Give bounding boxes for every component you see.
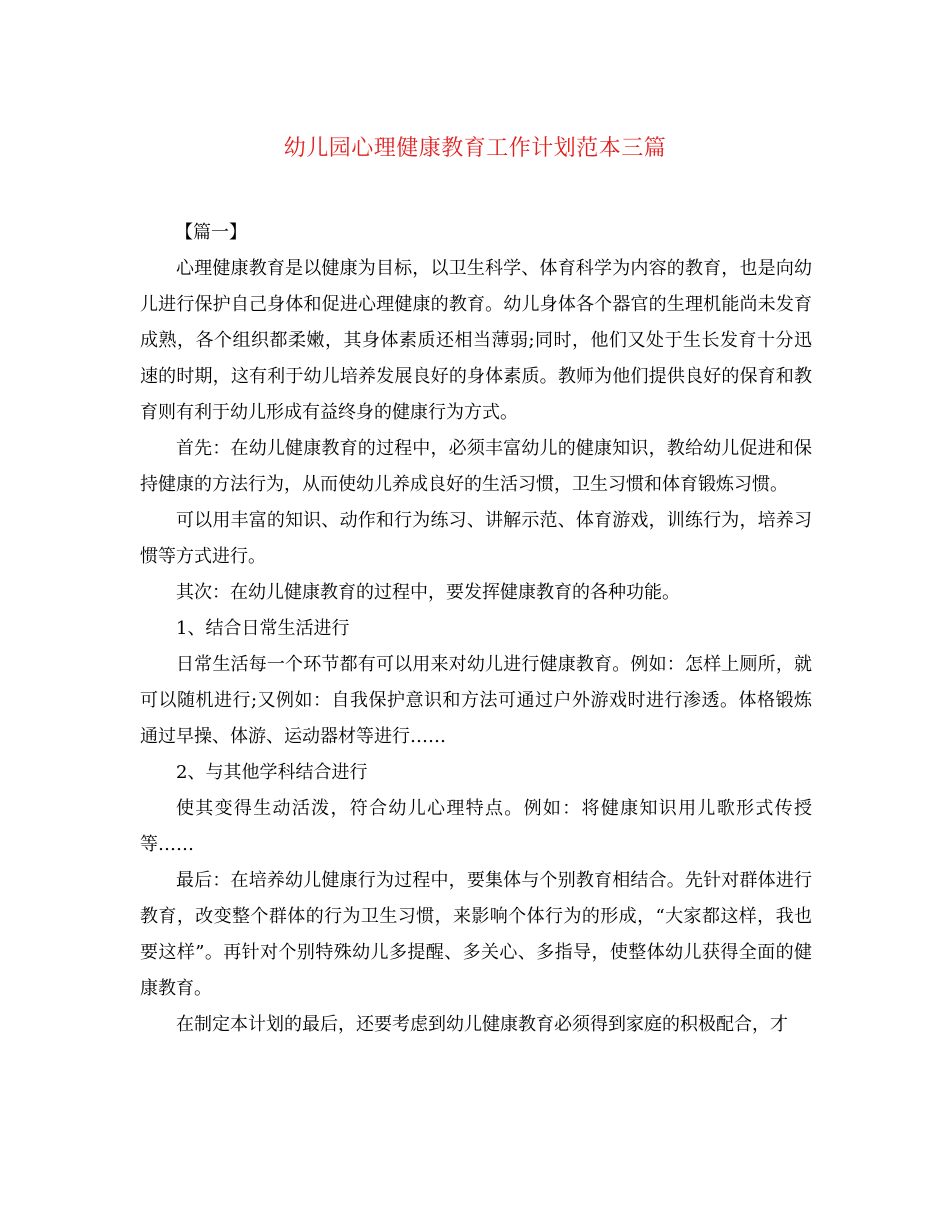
paragraph-other-subjects: 使其变得生动活泼，符合幼儿心理特点。例如：将健康知识用儿歌形式传授等…… — [140, 798, 812, 855]
paragraph-first: 首先：在幼儿健康教育的过程中，必须丰富幼儿的健康知识，教给幼儿促进和保持健康的方法行为，从而使幼儿养成良好的生活习惯，卫生习惯和体育锻炼习惯。 — [140, 438, 812, 495]
paragraph-item-2-heading: 2、与其他学科结合进行 — [176, 762, 368, 783]
paragraph-family: 在制定本计划的最后，还要考虑到幼儿健康教育必须得到家庭的积极配合，才 — [176, 1014, 788, 1035]
paragraph-second: 其次：在幼儿健康教育的过程中，要发挥健康教育的各种功能。 — [176, 582, 680, 603]
paragraph-methods: 可以用丰富的知识、动作和行为练习、讲解示范、体育游戏，训练行为，培养习惯等方式进行。 — [140, 510, 812, 567]
document-title: 幼儿园心理健康教育工作计划范本三篇 — [283, 136, 667, 161]
paragraph-daily-life: 日常生活每一个环节都有可以用来对幼儿进行健康教育。例如：怎样上厕所，就可以随机进行;又例如：自我保护意识和方法可通过户外游戏时进行渗透。体格锻炼通过早操、体游、运动器材等进行…… — [140, 654, 812, 747]
document-body — [140, 215, 812, 1043]
paragraph-intro: 心理健康教育是以健康为目标，以卫生科学、体育科学为内容的教育，也是向幼儿进行保护自己身体和促进心理健康的教育。幼儿身体各个器官的生理机能尚未发育成熟，各个组织都柔嫩，其身体素质还相当薄弱;同时，他们又处于生长发育十分迅速的时期，这有利于幼儿培养发展良好的身体素质。教师为他们提供良好的保育和教育则有利于幼儿形成有益终身的健康行为方式。 — [140, 258, 812, 423]
paragraph-finally: 最后：在培养幼儿健康行为过程中，要集体与个别教育相结合。先针对群体进行教育，改变整个群体的行为卫生习惯，来影响个体行为的形成，“大家都这样，我也要这样”。再针对个别特殊幼儿多提醒、多关心、多指导，使整体幼儿获得全面的健康教育。 — [140, 870, 812, 999]
paragraph-item-1-heading: 1、结合日常生活进行 — [176, 618, 350, 639]
section-label: 【篇一】 — [175, 222, 247, 243]
